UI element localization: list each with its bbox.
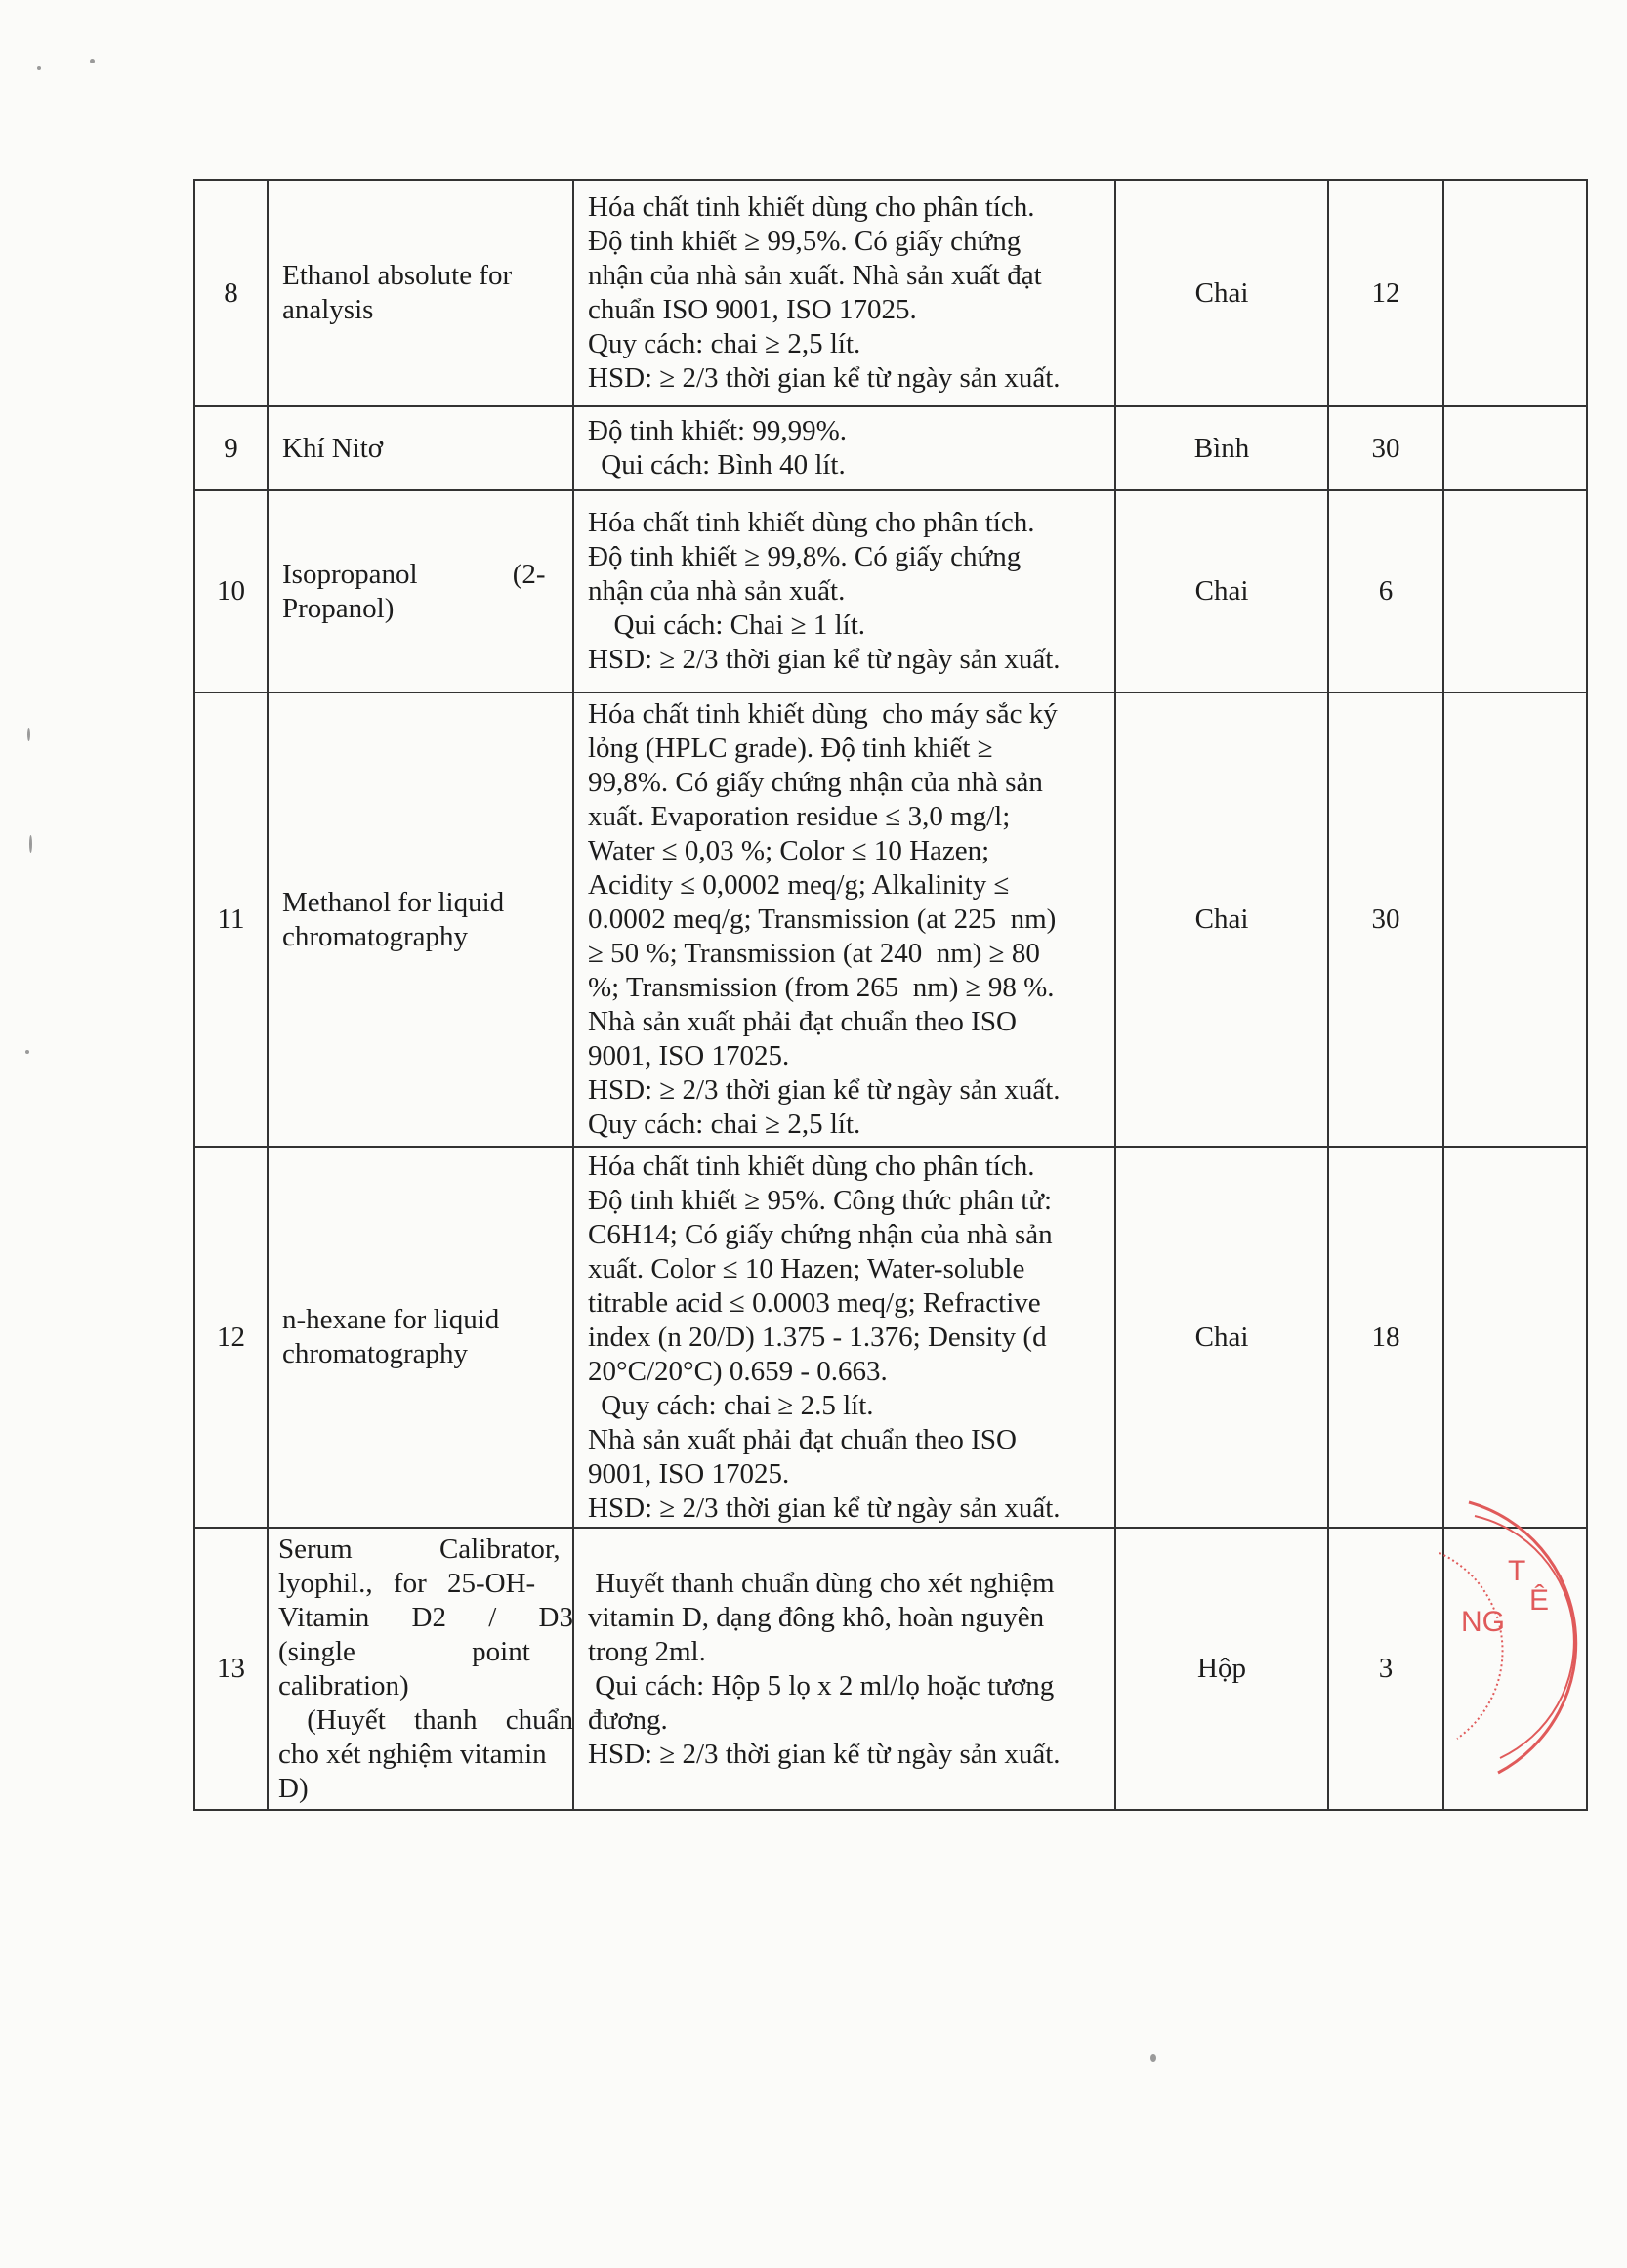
- spec-line: HSD: ≥ 2/3 thời gian kể từ ngày sản xuất.: [588, 1738, 1061, 1770]
- empty-cell: [1443, 693, 1587, 1147]
- item-name-line: Vitamin D2 / D3: [278, 1601, 573, 1633]
- spec-line: Qui cách: Bình 40 lít.: [594, 449, 846, 481]
- empty-cell: [1443, 180, 1587, 406]
- row-number: 9: [194, 406, 268, 490]
- item-name-text: Isopropanol (2-: [282, 558, 546, 590]
- unit: Chai: [1115, 1147, 1328, 1528]
- spec-line: Hóa chất tinh khiết dùng cho phân tích.: [588, 507, 1035, 538]
- spec-line: nhận của nhà sản xuất.: [588, 575, 846, 607]
- spec-line: Độ tinh khiết ≥ 99,5%. Có giấy chứng: [588, 226, 1022, 257]
- item-name-line: lyophil., for 25-OH-: [278, 1567, 536, 1599]
- item-name-line: chromatography: [282, 1338, 469, 1369]
- quantity: 18: [1328, 1147, 1443, 1528]
- item-name-line: cho xét nghiệm vitamin: [278, 1738, 547, 1770]
- item-specification: [573, 693, 1115, 1147]
- spec-line: Quy cách: chai ≥ 2,5 lít.: [588, 328, 861, 359]
- spec-line: 0.0002 meq/g; Transmission (at 225 nm): [588, 903, 1057, 935]
- scan-speck: [29, 835, 32, 853]
- spec-line: Qui cách: Hộp 5 lọ x 2 ml/lọ hoặc tương: [588, 1669, 1055, 1701]
- scan-speck: [1150, 2054, 1156, 2062]
- row-number: 13: [194, 1528, 268, 1810]
- quantity: 6: [1328, 490, 1443, 693]
- specification-table: [193, 179, 1588, 1811]
- empty-cell: [1443, 406, 1587, 490]
- spec-line: xuất. Color ≤ 10 Hazen; Water-soluble: [588, 1252, 1025, 1284]
- seal-dotted-ring: [1439, 1553, 1503, 1739]
- spec-line: C6H14; Có giấy chứng nhận của nhà sản: [588, 1218, 1053, 1250]
- item-name: [268, 1147, 573, 1528]
- item-name: [268, 490, 573, 693]
- spec-line: 9001, ISO 17025.: [588, 1457, 790, 1490]
- item-name-line: (single point: [278, 1635, 530, 1667]
- item-name-line: Propanol): [282, 592, 395, 624]
- quantity: 12: [1328, 180, 1443, 406]
- spec-line: 99,8%. Có giấy chứng nhận của nhà sản: [588, 767, 1043, 798]
- unit: Chai: [1115, 693, 1328, 1147]
- item-specification: [573, 1528, 1115, 1810]
- table-row: [194, 406, 1587, 490]
- item-name-text: Serum Calibrator,: [278, 1533, 561, 1565]
- quantity: 3: [1328, 1528, 1443, 1810]
- table-row: [194, 180, 1587, 406]
- scan-speck: [25, 1050, 29, 1054]
- quantity: 30: [1328, 406, 1443, 490]
- spec-line: lỏng (HPLC grade). Độ tinh khiết ≥: [588, 733, 993, 764]
- item-name-line: analysis: [282, 294, 374, 325]
- item-name-line: D): [278, 1772, 309, 1804]
- spec-line: Huyết thanh chuẩn dùng cho xét nghiệm: [588, 1567, 1055, 1599]
- item-specification: [573, 180, 1115, 406]
- item-name: [268, 1528, 573, 1810]
- spec-line: Hóa chất tinh khiết dùng cho máy sắc ký: [588, 698, 1058, 730]
- scan-speck: [90, 59, 95, 63]
- item-name: [268, 406, 573, 490]
- spec-line: Hóa chất tinh khiết dùng cho phân tích.: [588, 1150, 1035, 1182]
- item-name-line: (Huyết thanh chuẩn: [278, 1703, 573, 1736]
- row-number: 12: [194, 1147, 268, 1528]
- table-row: [194, 490, 1587, 693]
- table-row: [194, 1528, 1587, 1810]
- red-seal-stamp: [1410, 1494, 1606, 1778]
- item-name-line: Ethanol absolute for: [282, 260, 513, 291]
- spec-line: Độ tinh khiết ≥ 95%. Công thức phân tử:: [588, 1184, 1053, 1216]
- unit: Hộp: [1115, 1528, 1328, 1810]
- seal-text-fragment: T: [1508, 1555, 1526, 1587]
- spec-line: HSD: ≥ 2/3 thời gian kể từ ngày sản xuất.: [588, 362, 1061, 394]
- spec-line: Acidity ≤ 0,0002 meq/g; Alkalinity ≤: [588, 869, 1010, 901]
- spec-line: Quy cách: chai ≥ 2,5 lít.: [588, 1109, 861, 1140]
- spec-line: Hóa chất tinh khiết dùng cho phân tích.: [588, 191, 1035, 223]
- seal-text-fragment: Ê: [1529, 1584, 1550, 1617]
- item-specification: [573, 1147, 1115, 1528]
- spec-line: index (n 20/D) 1.375 - 1.376; Density (d: [588, 1321, 1047, 1353]
- spec-line: %; Transmission (from 265 nm) ≥ 98 %.: [588, 972, 1055, 1003]
- unit: Chai: [1115, 490, 1328, 693]
- item-name: [268, 180, 573, 406]
- unit: Bình: [1115, 406, 1328, 490]
- spec-line: HSD: ≥ 2/3 thời gian kể từ ngày sản xuất.: [588, 1074, 1061, 1106]
- spec-line: Water ≤ 0,03 %; Color ≤ 10 Hazen;: [588, 835, 990, 866]
- spec-line: Độ tinh khiết: 99,99%.: [588, 415, 848, 446]
- spec-line: vitamin D, dạng đông khô, hoàn nguyên: [588, 1601, 1045, 1633]
- spec-line: HSD: ≥ 2/3 thời gian kể từ ngày sản xuất.: [588, 1491, 1061, 1524]
- item-name-line: calibration): [278, 1669, 409, 1701]
- scan-speck: [37, 66, 41, 70]
- row-number: 8: [194, 180, 268, 406]
- item-name: [268, 693, 573, 1147]
- spec-line: ≥ 50 %; Transmission (at 240 nm) ≥ 80: [588, 938, 1040, 969]
- table-row: [194, 693, 1587, 1147]
- spec-line: trong 2ml.: [588, 1635, 706, 1667]
- item-name-line: [278, 1533, 563, 1567]
- spec-line: 20°C/20°C) 0.659 - 0.663.: [588, 1355, 888, 1387]
- spec-line: Độ tinh khiết ≥ 99,8%. Có giấy chứng: [588, 541, 1022, 572]
- spec-line: Nhà sản xuất phải đạt chuẩn theo ISO: [588, 1006, 1017, 1037]
- spec-line: Quy cách: chai ≥ 2.5 lít.: [594, 1389, 874, 1421]
- quantity: 30: [1328, 693, 1443, 1147]
- item-name-line: n-hexane for liquid: [282, 1304, 500, 1335]
- spec-line: xuất. Evaporation residue ≤ 3,0 mg/l;: [588, 801, 1011, 832]
- spec-line: đương.: [588, 1703, 668, 1736]
- item-name-line: Methanol for liquid: [282, 886, 505, 918]
- empty-cell: [1443, 490, 1587, 693]
- spec-line: titrable acid ≤ 0.0003 meq/g; Refractive: [588, 1286, 1041, 1319]
- row-number: 10: [194, 490, 268, 693]
- item-name-line: Khí Nitơ: [282, 432, 384, 464]
- spec-line: Qui cách: Chai ≥ 1 lít.: [600, 609, 866, 641]
- empty-cell: [1443, 1147, 1587, 1528]
- spec-line: Nhà sản xuất phải đạt chuẩn theo ISO: [588, 1423, 1017, 1455]
- table-row: [194, 1147, 1587, 1528]
- spec-line: HSD: ≥ 2/3 thời gian kể từ ngày sản xuất.: [588, 644, 1061, 675]
- scan-speck: [27, 728, 30, 741]
- row-number: 11: [194, 693, 268, 1147]
- spec-line: 9001, ISO 17025.: [588, 1040, 790, 1071]
- seal-text-fragment: NG: [1461, 1606, 1505, 1638]
- spec-line: chuẩn ISO 9001, ISO 17025.: [588, 294, 917, 325]
- item-name-line: chromatography: [282, 920, 469, 952]
- spec-line: nhận của nhà sản xuất. Nhà sản xuất đạt: [588, 260, 1042, 291]
- item-specification: [573, 490, 1115, 693]
- item-name-line: [282, 558, 561, 592]
- item-specification: [573, 406, 1115, 490]
- unit: Chai: [1115, 180, 1328, 406]
